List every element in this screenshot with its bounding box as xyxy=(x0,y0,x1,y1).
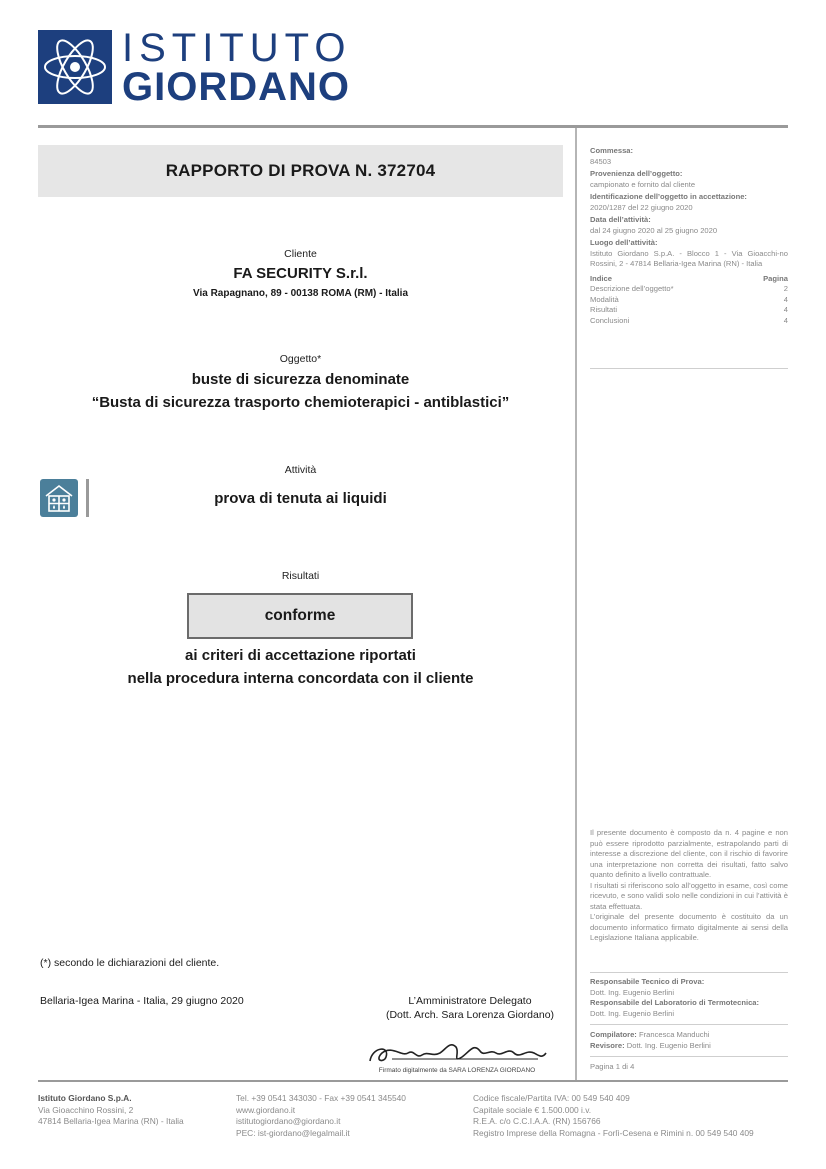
compilatore-label: Compilatore: xyxy=(590,1030,637,1039)
signer-title: L’Amministratore Delegato xyxy=(408,995,532,1007)
footer-email[interactable]: istitutogiordano@giordano.it xyxy=(236,1116,341,1126)
footer-address-1: Via Gioacchino Rossini, 2 xyxy=(38,1104,134,1115)
compilers-block xyxy=(590,1030,788,1051)
side-disclaimer-divider xyxy=(590,972,788,973)
index-row-label: Risultati xyxy=(590,305,618,314)
criteria-line-2: nella procedura interna concordata con il cliente xyxy=(127,670,474,687)
index-row xyxy=(590,295,788,306)
footer-pec[interactable]: PEC: ist-giordano@legalmail.it xyxy=(236,1127,350,1138)
index-row-page: 4 xyxy=(783,305,788,314)
side-index-divider xyxy=(590,368,788,369)
commessa-value: 84503 xyxy=(590,156,612,166)
results-label: Risultati xyxy=(281,570,320,582)
identificazione-value: 2020/1287 del 22 giugno 2020 xyxy=(590,202,693,212)
index-row-label: Modalità xyxy=(590,294,619,304)
object-line-1: buste di sicurezza denominate xyxy=(191,371,410,388)
header-divider xyxy=(38,125,788,128)
side-compilers-divider xyxy=(590,1056,788,1057)
disclaimer-block xyxy=(590,828,788,944)
footer-company-block xyxy=(38,1093,218,1128)
result-box xyxy=(187,593,413,639)
index-row-page: 4 xyxy=(783,294,788,304)
page-info: Pagina 1 di 4 xyxy=(590,1062,635,1071)
client-name: FA SECURITY S.r.l. xyxy=(233,265,368,282)
index-header-label: Indice xyxy=(590,273,612,283)
data-attivita-value: dal 24 giugno 2020 al 25 giugno 2020 xyxy=(590,225,718,235)
compilatore-value: Francesca Manduchi xyxy=(638,1030,710,1039)
resp-lab-value: Dott. Ing. Eugenio Berlini xyxy=(590,1008,675,1018)
object-label: Oggetto* xyxy=(279,353,322,365)
signer-name: (Dott. Arch. Sara Lorenza Giordano) xyxy=(385,1009,555,1021)
commessa-label: Commessa: xyxy=(590,146,634,155)
index-header xyxy=(590,274,788,285)
index-row xyxy=(590,284,788,295)
logo-wordmark-bottom: GIORDANO xyxy=(122,65,350,109)
luogo-value: Istituto Giordano S.p.A. - Blocco 1 - Via Gioacchi-no Rossini, 2 - 47814 Bellaria-Igea Marina (RN) - Italia xyxy=(590,248,788,268)
footer-company: Istituto Giordano S.p.A. xyxy=(38,1093,132,1103)
provenienza-value: campionato e fornito dal cliente xyxy=(590,179,696,189)
report-title-band xyxy=(38,145,563,197)
index-row xyxy=(590,316,788,327)
result-value: conforme xyxy=(264,607,336,624)
index-row-page: 4 xyxy=(783,315,788,325)
disclaimer-paragraph-2: I risultati si riferiscono solo all’oggetto in esame, così come ricevuto, e sono validi solo nelle condizioni in cui l’attività è stata effettuata. xyxy=(590,880,788,911)
client-label: Cliente xyxy=(284,248,317,260)
index-row-page: 2 xyxy=(783,284,788,293)
revisore-label: Revisore: xyxy=(590,1040,625,1050)
footer-divider xyxy=(38,1080,788,1082)
client-declaration-note: (*) secondo le dichiarazioni del cliente. xyxy=(40,957,220,969)
footer-fiscal: Codice fiscale/Partita IVA: 00 549 540 409 xyxy=(473,1093,630,1103)
provenienza-label: Provenienza dell’oggetto: xyxy=(590,169,683,178)
side-info-panel xyxy=(590,146,788,326)
footer-capital: Capitale sociale € 1.500.000 i.v. xyxy=(473,1104,592,1115)
column-divider xyxy=(575,128,577,1080)
index-row-label: Descrizione dell’oggetto* xyxy=(590,284,674,293)
atom-logo-icon xyxy=(38,30,112,104)
report-title: RAPPORTO DI PROVA N. 372704 xyxy=(165,161,436,180)
resp-lab-label: Responsabile del Laboratorio di Termotecnica: xyxy=(590,998,760,1007)
index-row xyxy=(590,305,788,316)
index-header-page: Pagina xyxy=(763,273,788,283)
revisore-value: Dott. Ing. Eugenio Berlini xyxy=(626,1040,711,1050)
luogo-label: Luogo dell’attività: xyxy=(590,238,658,247)
client-address: Via Rapagnano, 89 - 00138 ROMA (RM) - Italia xyxy=(192,288,409,299)
resp-tech-value: Dott. Ing. Eugenio Berlini xyxy=(590,987,675,997)
side-resp-divider xyxy=(590,1024,788,1025)
disclaimer-paragraph-3: L’originale del presente documento è costituito da un documento informatico firmato digitalmente ai sensi della Legislazione Italiana applicabile. xyxy=(590,912,788,942)
footer-web[interactable]: www.giordano.it xyxy=(236,1104,296,1115)
resp-tech-label: Responsabile Tecnico di Prova: xyxy=(590,977,705,986)
activity-value: prova di tenuta ai liquidi xyxy=(214,490,387,507)
handwritten-signature xyxy=(362,1037,552,1069)
footer-legal-block xyxy=(473,1093,788,1139)
data-attivita-label: Data dell’attività: xyxy=(590,215,651,224)
criteria-line-1: ai criteri di accettazione riportati xyxy=(185,647,416,664)
footer-address-2: 47814 Bellaria-Igea Marina (RN) - Italia xyxy=(38,1116,184,1126)
footer-phone: Tel. +39 0541 343030 - Fax +39 0541 345540 xyxy=(236,1093,406,1103)
footer-rea: R.E.A. c/o C.C.I.A.A. (RN) 156766 xyxy=(473,1116,601,1126)
footer-registro: Registro Imprese della Romagna - Forlì-Cesena e Rimini n. 00 549 540 409 xyxy=(473,1127,754,1138)
signature-caption: Firmato digitalmente da SARA LORENZA GIORDANO xyxy=(378,1067,536,1074)
object-line-2: “Busta di sicurezza trasporto chemioterapici - antiblastici” xyxy=(91,394,510,411)
index-row-label: Conclusioni xyxy=(590,315,630,325)
footer-contacts-block xyxy=(236,1093,456,1139)
logo-wordmark-top: ISTITUTO xyxy=(122,26,352,70)
place-date: Bellaria-Igea Marina - Italia, 29 giugno 2020 xyxy=(40,995,244,1007)
responsibles-block xyxy=(590,977,788,1019)
disclaimer-paragraph-1: Il presente documento è composto da n. 4 pagine e non può essere riprodotto parzialmente, estrapolando parti di interesse a discrezione del cliente, con il rischio di favorire una interpretazione non corretta dei risultati, fatto salvo quanto definito a livello contrattuale. xyxy=(590,828,788,879)
identificazione-label: Identificazione dell’oggetto in accettazione: xyxy=(590,192,747,201)
activity-label: Attività xyxy=(284,464,317,476)
